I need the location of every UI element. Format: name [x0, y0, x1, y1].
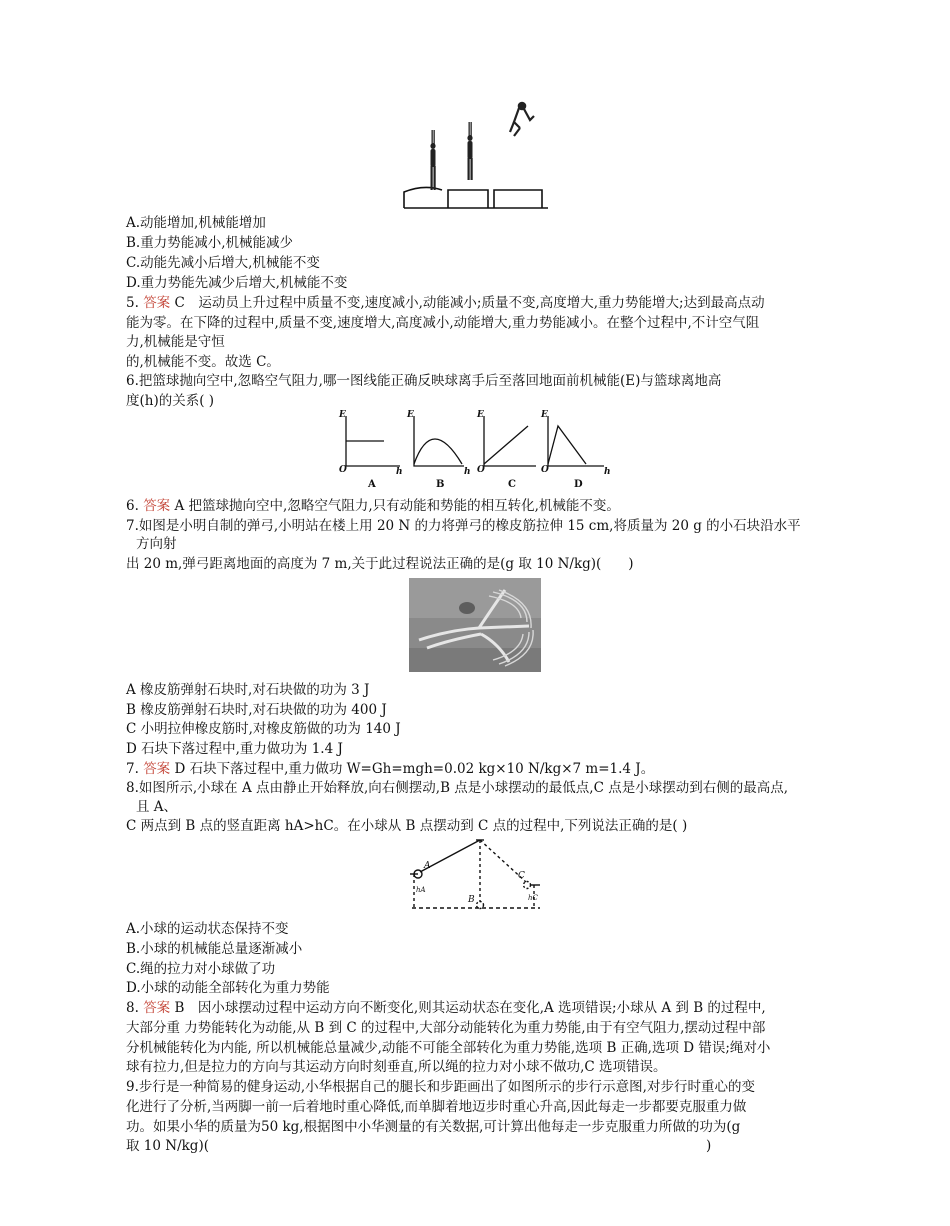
q7-option-d: D 石块下落过程中,重力做功为 1.4 J [126, 741, 343, 757]
q4-option-a: A.动能增加,机械能增加 [126, 215, 266, 231]
graph-c-caption: C [508, 479, 516, 490]
q7-option-a: A 橡皮筋弹射石块时,对石块做的功为 3 J [126, 682, 370, 698]
diver-figure [402, 96, 550, 214]
pendulum-a-label: A [424, 861, 431, 871]
q5-answer-label: 答案 [143, 295, 171, 311]
q8-answer-num: 8. [126, 1000, 139, 1016]
graph-b-caption: B [436, 479, 445, 490]
energy-height-graphs [336, 408, 616, 494]
pendulum-b-label: B [468, 895, 475, 905]
slingshot-photo [409, 578, 541, 672]
q6-answer-label: 答案 [143, 498, 171, 514]
q7-option-b: B 橡皮筋弹射石块时,对石块做的功为 400 J [126, 702, 387, 718]
graph-d-o-label: O [541, 465, 549, 475]
q5-answer-line2: 能为零。在下降的过程中,质量不变,速度增大,高度减小,动能增大,重力势能减小。在整个过程中,不计空气阻 [126, 315, 760, 331]
q8-question-line2: 且 A、 [136, 799, 178, 815]
pendulum-hc-label: hC [528, 894, 538, 902]
q6-answer-num: 6. [126, 498, 139, 514]
q9-question-line1: 9.步行是一种简易的健身运动,小华根据自己的腿长和步距画出了如图所示的步行示意图,对步行时重心的变 [126, 1079, 755, 1095]
graph-c-o-label: O [477, 465, 485, 475]
q7-answer-label: 答案 [143, 761, 171, 777]
q5-answer-line4: 的,机械能不变。故选 C。 [126, 354, 280, 370]
q4-option-b: B.重力势能减小,机械能减少 [126, 235, 294, 251]
q6-answer-line [126, 498, 620, 514]
q7-answer-text: D 石块下落过程中,重力做功 W=Gh=mgh=0.02 kg×10 N/kg×7 m=1.4 J。 [174, 761, 655, 777]
q7-answer-line [126, 761, 654, 777]
graph-d-caption: D [574, 479, 583, 490]
pendulum-figure [408, 836, 548, 916]
graph-a-o-label: O [339, 465, 347, 475]
q6-answer-text: A 把篮球抛向空中,忽略空气阻力,只有动能和势能的相互转化,机械能不变。 [174, 498, 620, 514]
graph-c-e-label: E [477, 410, 484, 420]
q4-option-d: D.重力势能先减少后增大,机械能不变 [126, 275, 348, 291]
q5-answer-num: 5. [126, 295, 139, 311]
pendulum-c-label: C [518, 871, 525, 881]
graph-a-h-label: h [396, 467, 403, 477]
q5-answer-text1: C 运动员上升过程中质量不变,速度减小,动能减小;质量不变,高度增大,重力势能增大;达到最高点动 [174, 295, 765, 311]
q8-option-a: A.小球的运动状态保持不变 [126, 921, 289, 937]
q9-question-line4: 取 10 N/kg)( [126, 1138, 209, 1154]
graph-a-e-label: E [339, 410, 346, 420]
pendulum-ha-label: hA [416, 886, 426, 894]
q4-option-c: C.动能先减小后增大,机械能不变 [126, 255, 320, 271]
graph-a-caption: A [368, 479, 376, 490]
q8-option-d: D.小球的动能全部转化为重力势能 [126, 980, 330, 996]
q7-question-line2: 方向射 [136, 536, 177, 552]
q8-answer-text1: B 因小球摆动过程中运动方向不断变化,则其运动状态在变化,A 选项错误;小球从 A 到 B 的过程中, [174, 1000, 766, 1016]
q7-option-c: C 小明拉伸橡皮筋时,对橡皮筋做的功为 140 J [126, 721, 401, 737]
graph-d-h-label: h [604, 467, 611, 477]
q9-question-line3: 功。如果小华的质量为50 kg,根据图中小华测量的有关数据,可计算出他每走一步克服重力所做的功为(g [126, 1119, 741, 1135]
q7-question-line3: 出 20 m,弹弓距离地面的高度为 7 m,关于此过程说法正确的是(g 取 10 N/kg)( ) [126, 556, 634, 572]
graph-b-h-label: h [464, 467, 471, 477]
q8-answer-label: 答案 [143, 1000, 171, 1016]
q8-answer-line4: 球有拉力,但是拉力的方向与其运动方向时刻垂直,所以绳的拉力对小球不做功,C 选项错误。 [126, 1059, 667, 1075]
q9-question-paren-close: ) [706, 1138, 712, 1154]
graph-d-e-label: E [541, 410, 548, 420]
q7-question-line1: 7.如图是小明自制的弹弓,小明站在楼上用 20 N 的力将弹弓的橡皮筋拉伸 15 cm,将质量为 20 g 的小石块沿水平 [126, 518, 801, 534]
q8-answer-line3: 分机械能转化为内能, 所以机械能总量减少,动能不可能全部转化为重力势能,选项 B 正确,选项 D 错误;绳对小 [126, 1040, 771, 1056]
q8-option-c: C.绳的拉力对小球做了功 [126, 961, 276, 977]
q8-answer-line1 [126, 1000, 766, 1016]
q8-answer-line2: 大部分重 力势能转化为动能,从 B 到 C 的过程中,大部分动能转化为重力势能,由于有空气阻力,摆动过程中部 [126, 1020, 766, 1036]
q6-question-line2: 度(h)的关系( ) [126, 393, 215, 409]
q8-option-b: B.小球的机械能总量逐渐减小 [126, 941, 303, 957]
q7-answer-num: 7. [126, 761, 139, 777]
q5-answer-line3: 力,机械能是守恒 [126, 334, 225, 350]
q8-question-line1: 8.如图所示,小球在 A 点由静止开始释放,向右侧摆动,B 点是小球摆动的最低点,C 点是小球摆动到右侧的最高点, [126, 780, 788, 796]
q8-question-line3: C 两点到 B 点的竖直距离 hA>hC。在小球从 B 点摆动到 C 点的过程中,下列说法正确的是( ) [126, 818, 688, 834]
q6-question-line1: 6.把篮球抛向空中,忽略空气阻力,哪一图线能正确反映球离手后至落回地面前机械能(E)与篮球离地高 [126, 373, 722, 389]
q9-question-line2: 化进行了分析,当两脚一前一后着地时重心降低,而单脚着地迈步时重心升高,因此每走一步都要克服重力做 [126, 1099, 747, 1115]
q5-answer-line1 [126, 295, 765, 311]
graph-b-e-label: E [407, 410, 414, 420]
